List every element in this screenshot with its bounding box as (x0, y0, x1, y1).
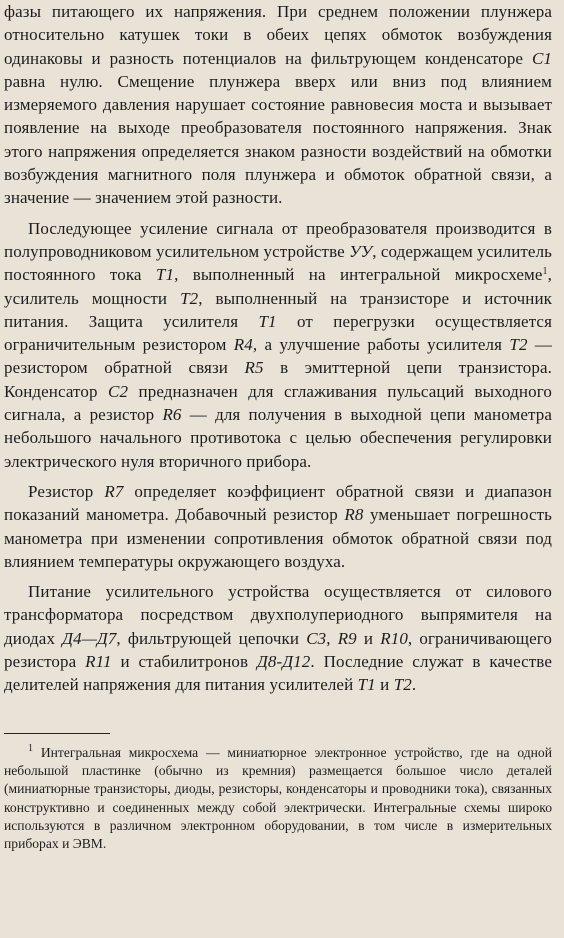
text-run: и стабилитронов (111, 652, 257, 672)
text-run: предназначен для сглаживания пульсаций выходного сигнала, а резистор (4, 381, 552, 425)
text-run: — резистором обратной связи (4, 335, 552, 378)
component-designator: C3 (306, 628, 327, 648)
paragraph-4 (4, 580, 552, 696)
paragraph-1 (4, 0, 552, 210)
component-designator: T2 (509, 335, 528, 355)
text-run: , а улучшение работы усилителя (252, 335, 510, 355)
text-run: , (326, 628, 338, 648)
body-text (4, 0, 552, 697)
component-designator: T1 (357, 675, 376, 695)
paragraph-2 (4, 217, 552, 473)
text-run: , выполненный на транзисторе и источник питания. Защита усилителя (4, 288, 553, 331)
text-run: в эмиттерной цепи транзистора. Конденсатор (4, 358, 552, 401)
text-run: , ограничивающего резистора (4, 628, 552, 672)
component-designator: C2 (108, 381, 129, 401)
text-run: Питание усилительного устройства осуществляется от силового трансформатора посредством двухполупериодного выпрямителя на диодах (4, 582, 552, 648)
text-run: и (356, 628, 381, 648)
text-run: . (411, 675, 417, 695)
text-run: Последующее усиление сигнала от преобразователя производится в полупроводниковом усилительном устройстве (4, 218, 552, 261)
text-run: равна нулю. Смещение плунжера вверх или вниз под влиянием измеряемого давления нарушает состояние равновесия моста и вызывает появление на выходе преобразователя постоянного напряжения. Знак этого напряжения определяется знаком разности воздействий на обмотки возбуждения магнитного поля плунжера и обмоток обратной связи, а значение — значением этой разности. (4, 71, 552, 208)
footnote-marker: 1 (28, 742, 33, 754)
component-designator: Д8-Д12 (256, 652, 311, 672)
component-designator: R6 (162, 405, 182, 425)
component-designator: T2 (393, 675, 412, 695)
text-run: уменьшает погрешность манометра при изменении сопротивления обмоток обратной связи под влиянием температуры окружающего воздуха. (4, 505, 552, 571)
component-designator: R5 (244, 358, 264, 378)
component-designator: R11 (85, 652, 112, 672)
footnote (4, 744, 552, 854)
component-designator: R10 (380, 628, 408, 648)
footnote-divider (4, 733, 110, 734)
text-run: , фильтрующей цепочки (116, 628, 307, 648)
paragraph-3 (4, 480, 552, 573)
component-designator: R8 (344, 505, 364, 525)
component-designator: T1 (258, 311, 277, 331)
text-run: Резистор (28, 481, 105, 501)
component-designator: Д4—Д7 (62, 628, 117, 648)
footnote-reference: 1 (542, 266, 548, 278)
footnote-text: Интегральная микросхема — миниатюрное электронное устройство, где на одной небольшой пластинке (обычно из кремния) размещается большое число деталей (миниатюрные транзисторы, диоды, резисторы, конденсаторы и проводники тока), связанных конструктивно и соединенных между собой электрически. Интегральные схемы широко используются в различном электронном оборудовании, в том числе в измерительных приборах и ЭВМ. (4, 744, 552, 852)
text-run: и (375, 675, 394, 695)
text-run: , содержащем усилитель постоянного тока (4, 241, 553, 285)
text-run: фазы питающего их напряжения. При среднем положении плунжера относительно катушек токи в обеих цепях обмоток возбуждения одинаковы и разность потенциалов на фильтрующем конденсаторе (4, 2, 552, 68)
text-run: , усилитель мощности (4, 265, 552, 308)
component-designator: T1 (155, 265, 175, 285)
component-designator: R4 (233, 335, 253, 355)
component-designator: C1 (531, 48, 552, 68)
text-run: , выполненный на интегральной микросхеме (174, 265, 543, 285)
component-designator: R9 (337, 628, 357, 648)
text-run: определяет коэффициент обратной связи и диапазон показаний манометра. Добавочный резистор (4, 481, 552, 525)
text-run: . Последние служат в качестве делителей напряжения для питания усилителей (4, 652, 552, 695)
component-designator: R7 (104, 481, 124, 501)
component-designator: УУ (349, 241, 373, 261)
text-run: — для получения в выходной цепи манометра небольшого начального противотока с целью обеспечения регулировки электрического нуля вторичного прибора. (4, 405, 552, 471)
component-designator: T2 (180, 288, 199, 308)
text-run: от перегрузки осуществляется ограничительным резистором (4, 311, 552, 355)
